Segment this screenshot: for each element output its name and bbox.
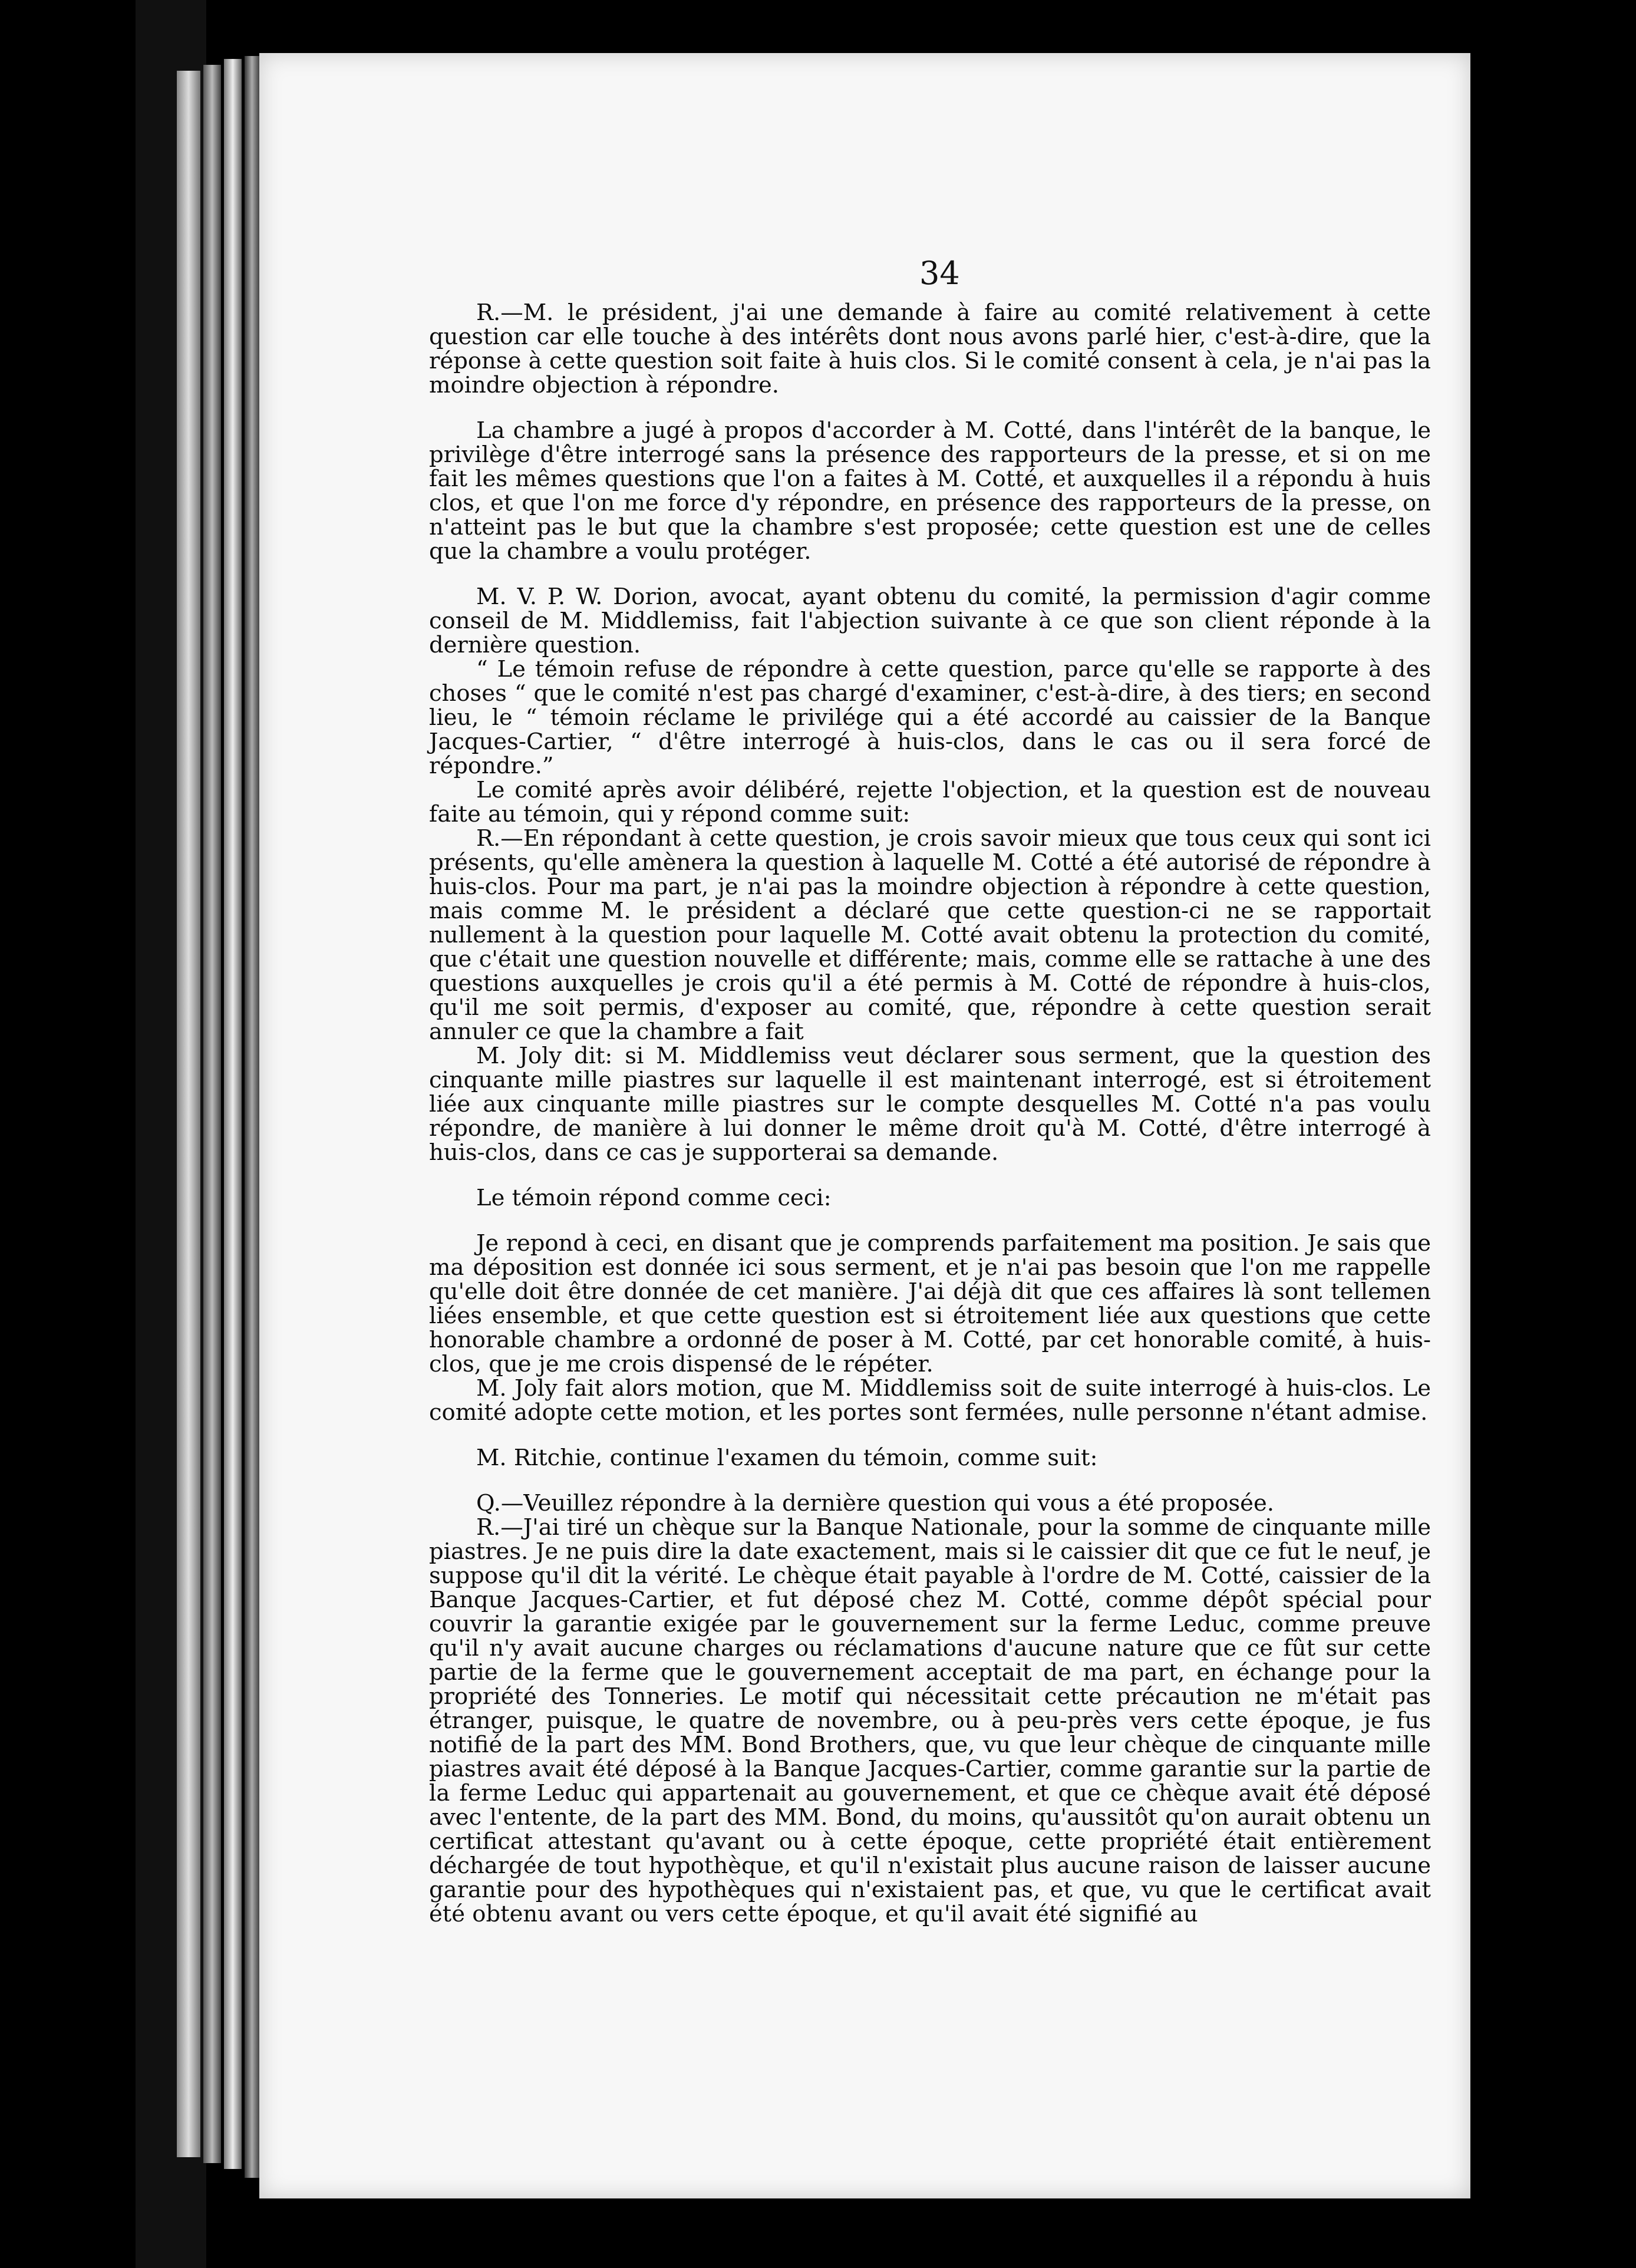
paragraph: R.—En répondant à cette question, je crois savoir mieux que tous ceux qui sont ici présents, qu'elle amènera la question à laquelle M. Cotté a été autorisé de répondre à huis-clos. Pour ma part, je n'ai pas la moindre objection à répondre à cette question, mais comme M. le président a déclaré que cette question-ci ne se rapportait nullement à la question pour laquelle M. Cotté avait obtenu la protection du comité, que c'était une question nouvelle et différente; mais, comme elle se rattache à une des questions auxquelles je crois qu'il a été permis à M. Cotté de répondre à huis-clos, qu'il me soit permis, d'exposer au comité, que, répondre à cette question serait annuler ce que la chambre a fait: [429, 825, 1431, 1045]
page-edge: [203, 65, 221, 2163]
paragraph: Je repond à ceci, en disant que je comprends parfaitement ma position. Je sais que ma déposition est donnée ici sous serment, et je n'ai pas besoin que l'on me rappelle qu'elle doit être donnée de cet manière. J'ai déjà dit que ces affaires là sont tellemen liées ensemble, et que cette question est si étroitement liée aux questions que cette honorable chambre a ordonné de poser à M. Cotté, par cet honorable comité, à huis-clos, que je me crois dispensé de le répéter.: [429, 1230, 1431, 1377]
paragraph: R.—J'ai tiré un chèque sur la Banque Nationale, pour la somme de cinquante mille piastres. Je ne puis dire la date exactement, mais si le caissier dit que ce fut le neuf, je suppose qu'il dit la vérité. Le chèque était payable à l'ordre de M. Cotté, caissier de la Banque Jacques-Cartier, et fut déposé chez M. Cotté, comme dépôt spécial pour couvrir la garantie exigée par le gouvernement sur la ferme Leduc, comme preuve qu'il n'y avait aucune charges ou réclamations d'aucune nature que ce fût sur cette partie de la ferme que le gouvernement acceptait de ma part, en échange pour la propriété des Tonneries. Le motif qui nécessitait cette précaution ne m'était pas étranger, puisque, le quatre de novembre, ou à peu-près vers cette époque, je fus notifié de la part des MM. Bond Brothers, que, vu que leur chèque de cinquante mille piastres avait été déposé à la Banque Jacques-Cartier, comme garantie sur la partie de la ferme Leduc qui appartenait au gouvernement, et que ce chèque avait été déposé avec l'entente, de la part des MM. Bond, du moins, qu'aussitôt qu'on aurait obtenu un certificat attestant qu'avant ou à cette époque, cette propriété était entièrement déchargée de tout hypothèque, et qu'il n'existait plus aucune raison de laisser aucune garantie pour des hypothèques qui n'existaient pas, et que, vu que le certificat avait été obtenu avant ou vers cette époque, et qu'il avait été signifié au: [429, 1514, 1431, 1927]
paragraph: Le témoin répond comme ceci:: [476, 1185, 832, 1211]
paragraph: Q.—Veuillez répondre à la dernière question qui vous a été proposée.: [476, 1490, 1274, 1517]
paragraph: La chambre a jugé à propos d'accorder à M. Cotté, dans l'intérêt de la banque, le privilège d'être interrogé sans la présence des rapporteurs de la presse, et si on me fait les mêmes questions que l'on a faites à M. Cotté, et auxquelles il a répondu à huis clos, et que l'on me force d'y répondre, en présence des rapporteurs de la presse, on n'atteint pas le but que la chambre s'est proposée; cette question est une de celles que la chambre a voulu protéger.: [429, 417, 1431, 565]
paragraph: Le comité après avoir délibéré, rejette l'objection, et la question est de nouveau faite au témoin, qui y répond comme suit:: [429, 777, 1431, 828]
paragraph: M. V. P. W. Dorion, avocat, ayant obtenu du comité, la permission d'agir comme conseil de M. Middlemiss, fait l'abjection suivante à ce que son client réponde à la dernière question.: [429, 584, 1431, 658]
page-edge: [245, 56, 259, 2178]
page-edge: [224, 59, 242, 2169]
paragraph: R.—M. le président, j'ai une demande à faire au comité relativement à cette question car elle touche à des intérêts dont nous avons parlé hier, c'est-à-dire, que la réponse à cette question soit faite à huis clos. Si le comité consent à cela, je n'ai pas la moindre objection à répondre.: [429, 299, 1431, 398]
paragraph: M. Ritchie, continue l'examen du témoin, comme suit:: [476, 1445, 1098, 1471]
paragraph: M. Joly dit: si M. Middlemiss veut déclarer sous serment, que la question des cinquante mille piastres sur laquelle il est maintenant interrogé, est si étroitement liée aux cinquante mille piastres sur le compte desquelles M. Cotté n'a pas voulu répondre, de manière à lui donner le même droit qu'à M. Cotté, d'être interrogé à huis-clos, dans ce cas je supporterai sa demande.: [429, 1043, 1431, 1166]
page-edge: [177, 71, 200, 2157]
page-body: [429, 301, 1431, 1926]
paragraph: M. Joly fait alors motion, que M. Middlemiss soit de suite interrogé à huis-clos. Le comité adopte cette motion, et les portes sont fermées, nulle personne n'étant admise.: [429, 1375, 1431, 1426]
page-number: 34: [919, 255, 960, 292]
paragraph: “ Le témoin refuse de répondre à cette question, parce qu'elle se rapporte à des choses “ que le comité n'est pas chargé d'examiner, c'est-à-dire, à des tiers; en second lieu, le “ témoin réclame le privilége qui a été accordé au caissier de la Banque Jacques-Cartier, “ d'être interrogé à huis-clos, dans le cas ou il sera forcé de répondre.”: [429, 656, 1431, 779]
